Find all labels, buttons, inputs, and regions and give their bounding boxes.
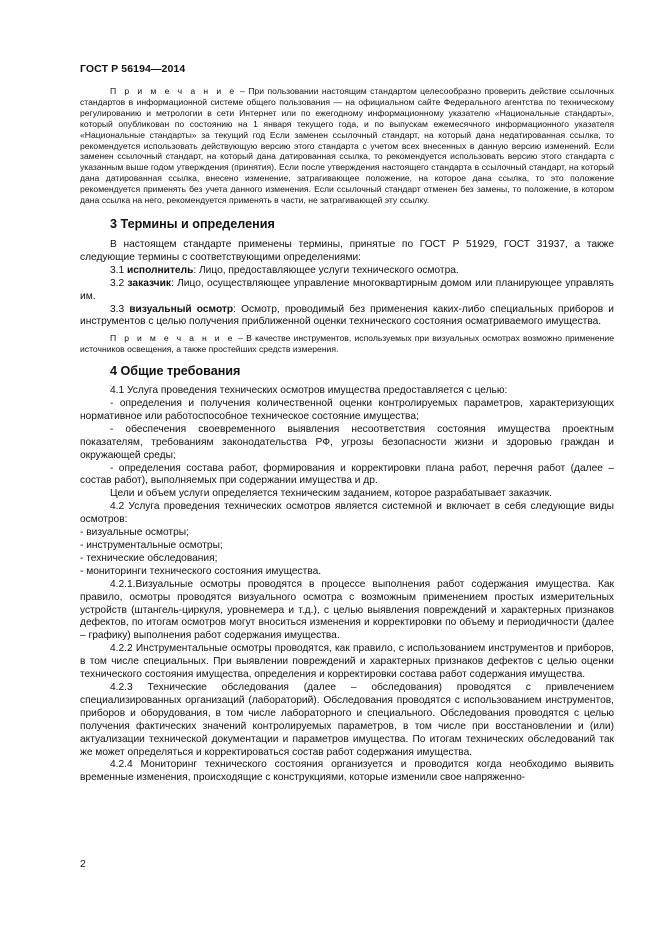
paragraph: 4.2.2 Инструментальные осмотры проводятся, как правило, с использованием инструментов и приборов, в том числе специальных. При выявлении повреждений и характерных признаков дефектов с целью оценки технического состояния имущества, определения и корректировки состава работ содержания имущества. xyxy=(80,643,614,681)
term-definition: : Лицо, осуществляющее управление многоквартирным домом или планирующее управлять им. xyxy=(80,277,614,302)
document-content xyxy=(80,86,614,785)
paragraph: 4.2.4 Мониторинг технического состояния организуется и проводится когда необходимо выявить временные изменения, происходящие с конструкциями, которые изменили свое напряженно- xyxy=(80,759,614,784)
term-number: 3.2 xyxy=(110,277,128,289)
paragraph: Цели и объем услуги определяется техническим заданием, которое разрабатывает заказчик. xyxy=(110,488,552,500)
paragraph: 4.2.3 Технические обследования (далее – обследования) проводятся с привлечением специализированных организаций (лабораторий). Обследования проводятся с использованием инструментов, приборов и оборудования, в том числе лабораторного и специального. Обследования проводятся с целью получения фактических значений контролируемых параметров, в том числе при восстановлении и (или) актуализации технической документации и параметров имущества. По итогам технических обследований так же может определяться и корректироваться состав работ содержания имущества. xyxy=(80,681,614,758)
term-definition: : Осмотр, проводимый без применения каких-либо специальных приборов и инструментов с целью получения приближенной оценки технического состояния осматриваемого имущества. xyxy=(80,303,614,328)
term-definition: : Лицо, предоставляющее услуги технического осмотра. xyxy=(193,264,459,276)
term-3-3 xyxy=(80,304,614,330)
section-4-heading: 4 Общие требования xyxy=(110,364,241,379)
list-item: - технические обследования; xyxy=(80,552,218,564)
paragraph: 4.2.1.Визуальные осмотры проводятся в процессе выполнения работ содержания имущества. Как правило, осмотры проводятся визуального осмотра с возможным применением простых измерительных устройств (штангель-циркуля, уровнемера и т.д.), с целью выявления повреждений и характерных признаков дефектов, по итогам осмотров могут вноситься изменения и корректировки по объему и периодичности (далее – графику) выполнения работ содержания имущества. xyxy=(80,578,614,642)
list-item: - визуальные осмотры; xyxy=(80,527,189,539)
term-number: 3.3 xyxy=(110,303,130,315)
paragraph: 4.1 Услуга проведения технических осмотров имущества предоставляется с целью: xyxy=(110,385,508,397)
section-3-heading: 3 Термины и определения xyxy=(110,216,275,231)
term-number: 3.1 xyxy=(110,264,127,276)
paragraph: 4.2 Услуга проведения технических осмотров является системной и включает в себя следующие виды осмотров: xyxy=(80,501,614,526)
term-name: исполнитель xyxy=(127,264,194,276)
paragraph: - определения состава работ, формирования и корректировки плана работ, перечня работ (далее – состав работ), выполняемых при содержании имущества и др. xyxy=(80,462,614,487)
document-header: ГОСТ Р 56194—2014 xyxy=(80,63,186,75)
term-3-1 xyxy=(80,265,614,278)
section-3-intro: В настоящем стандарте применены термины, принятые по ГОСТ Р 51929, ГОСТ 31937, а также следующие термины с соответствующими определениями: xyxy=(80,238,614,263)
term-name: визуальный осмотр xyxy=(129,303,234,315)
note-label: П р и м е ч а н и е xyxy=(110,333,235,344)
note-label: П р и м е ч а н и е xyxy=(110,86,237,96)
paragraph: - обеспечения своевременного выявления несоответствия состояния имущества проектным показателям, требованиям законодательства РФ, угрозы безопасности жизни и здоровью граждан и окружающей среды; xyxy=(80,423,614,461)
section-4-body xyxy=(80,385,614,785)
paragraph: - определения и получения количественной оценки контролируемых параметров, характеризующих нормативное или работоспособное техническое состояние имущества; xyxy=(80,398,614,422)
note-text: – В качестве инструментов, используемых при визуальных осмотрах возможно применение источников освещения, а также простейших средств измерения. xyxy=(80,333,614,355)
reference-note xyxy=(80,86,614,206)
term-name: заказчик xyxy=(127,277,171,289)
note-text: – При пользовании настоящим стандартом целесообразно проверить действие ссылочных стандартов в информационной системе общего пользования — на официальном сайте Федерального агентства по техническому регулированию и метрологии в сети Интернет или по ежегодному информационному указателю «Национальные стандарты», который опубликован по состоянию на 1 января текущего года, и по выпускам ежемесячного информационного указателя «Национальные стандарты» за текущий год Если заменен ссылочный стандарт, на который дана недатированная ссылка, то рекомендуется использовать действующую версию этого стандарта с учетом всех внесенных в данную версию изменений. Если заменен ссылочный стандарт, на который дана датированная ссылка, то рекомендуется использовать версию этого стандарта с указанным выше годом утверждения (принятия). Если после утверждения настоящего стандарта в ссылочный стандарт, на который дана датированная ссылка, внесено изменение, затрагивающее положение, на которое дана ссылка, то это положение рекомендуется применять без учета данного изменения. Если ссылочный стандарт отменен без замены, то положение, в котором дана ссылка на него, рекомендуется применять в части, не затрагивающей эту ссылку. xyxy=(80,86,614,206)
list-item: - мониторинги технического состояния имущества. xyxy=(80,565,322,577)
page-number: 2 xyxy=(80,858,86,870)
section-3-note xyxy=(80,333,614,355)
list-item: - инструментальные осмотры; xyxy=(80,540,223,551)
term-3-2 xyxy=(80,278,614,304)
